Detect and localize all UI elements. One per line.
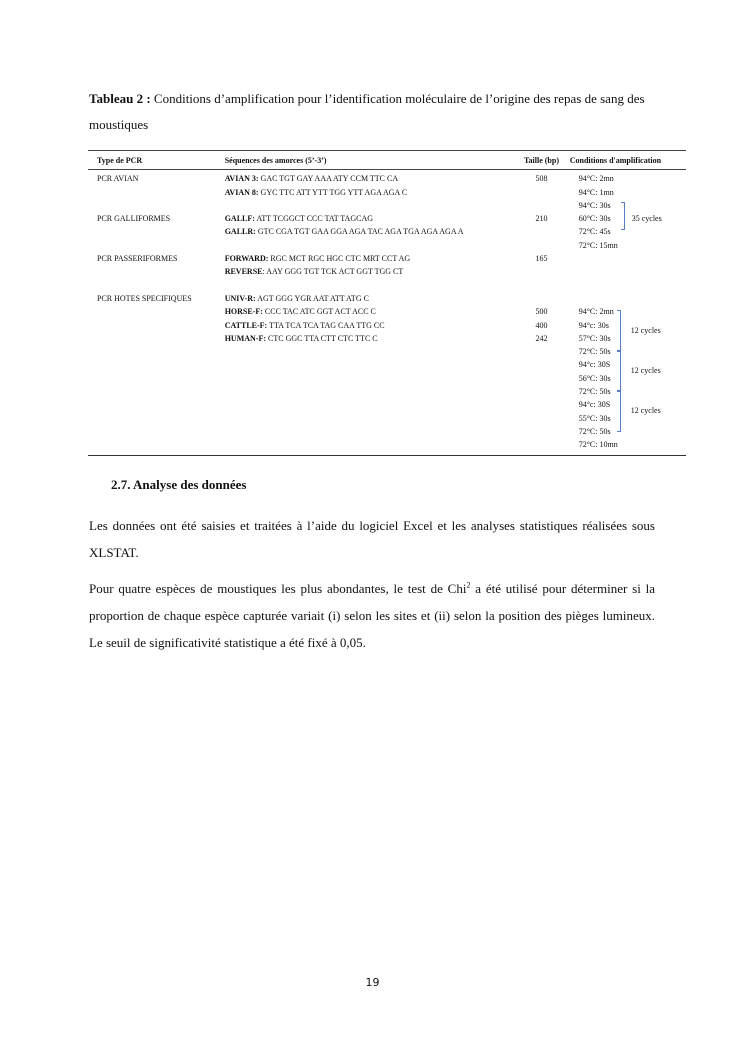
primers-hotes <box>225 292 514 455</box>
header-type: Type de PCR <box>88 151 225 170</box>
primer-line: REVERSE: AAY GGG TGT TCK ACT GGT TGG CT <box>224 267 404 277</box>
primer-line: UNIV-R: AGT GGG YGR AAT ATT ATG C <box>224 293 369 303</box>
primer-line: CATTLE-F: TTA TCA TCA TAG CAA TTG CC <box>224 320 385 330</box>
conditions-avian: 94°C: 2mn 94°C: 1mn 94°C: 30s 60°C: 30s 72°C: 45s 72°C: 15mn 35 cycles <box>578 174 662 250</box>
sizes-avian-galli: 508 210 <box>535 174 548 224</box>
primer-line: HUMAN-F: CTC GGC TTA CTT CTC TTC C <box>224 333 378 343</box>
superscript: 2 <box>466 580 471 590</box>
paragraph-2: Pour quatre espèces de moustiques les plus abondantes, le test de Chi$^2$ a été utilisé pour déterminer si la proportion de chaque espèce capturée variait (i) selon les sites et (ii) selon la position des pièges lumineux. Le seuil de significativité statistique a été fixé à 0,05. <box>89 580 655 650</box>
pcr-table <box>88 150 686 456</box>
page-number: 19 <box>365 976 380 989</box>
table-row <box>88 292 686 455</box>
row-type-avian: PCR AVIAN PCR GALLIFORMES <box>88 170 225 252</box>
header-conditions: Conditions d'amplification <box>570 151 686 170</box>
size-passeriformes: 165 <box>535 254 548 264</box>
cycles-label: 12 cycles <box>630 325 661 335</box>
table-row <box>88 252 686 292</box>
row-type-passeriformes: PCR PASSERIFORMES <box>97 254 178 264</box>
conditions-hotes: 94°C: 2mn 94°c: 30s 57°C: 30s 72°C: 50s 94°c: 30S 56°C: 30s 72°C: 50s 94°c: 30S 55°C: 30s 72°C: 50s 72°C: 10mn 12 cycles 12 cycles 12 cycles <box>570 292 686 455</box>
paragraph-1: Les données ont été saisies et traitées à l’aide du logiciel Excel et les analyses statistiques réalisées sous XLSTAT. <box>89 518 655 560</box>
cycles-label: 12 cycles <box>630 405 661 415</box>
primers-passeriformes <box>225 252 514 292</box>
primer-line: GALLR: GTC CGA TGT GAA GGA AGA TAC AGA TGA AGA AGA A <box>224 227 464 237</box>
table-caption <box>89 86 659 138</box>
primer-line: HORSE-F: CCC TAC ATC GGT ACT ACC C <box>224 307 376 317</box>
cycles-label: 35 cycles <box>631 214 662 224</box>
table-header-row <box>88 151 686 170</box>
primers-avian-galli <box>225 170 514 252</box>
section-heading: 2.7. Analyse des données <box>111 477 247 492</box>
cycles-label: 12 cycles <box>630 365 661 375</box>
cycle-bracket <box>621 202 625 230</box>
caption-text: Conditions d’amplification pour l’identification moléculaire de l’origine des repas de sang des moustiques <box>89 91 645 132</box>
cycle-bracket <box>617 390 621 432</box>
row-type-galliformes: PCR GALLIFORMES <box>97 214 171 224</box>
header-size: Taille (bp) <box>513 151 570 170</box>
primer-line: AVIAN 3: GAC TGT GAY AAA ATY CCM TTC CA <box>224 174 399 184</box>
row-type-hotes: PCR HOTES SPECIFIQUES <box>88 292 225 455</box>
table-row <box>88 170 686 252</box>
cycle-bracket <box>617 310 621 352</box>
primer-line: GALLF: ATT TCGGCT CCC TAT TAGCAG <box>224 214 373 224</box>
primer-line: AVIAN 8: GYC TTC ATT YTT TGG YTT AGA AGA C <box>224 187 408 197</box>
primer-line: FORWARD: RGC MCT RGC HGC CTC MRT CCT AG <box>224 254 411 264</box>
header-sequences: Séquences des amorces (5’-3’) <box>225 151 514 170</box>
sizes-hotes: 500 400 242 <box>513 292 570 455</box>
caption-label: Tableau 2 : <box>89 91 151 106</box>
cycle-bracket <box>617 350 621 392</box>
